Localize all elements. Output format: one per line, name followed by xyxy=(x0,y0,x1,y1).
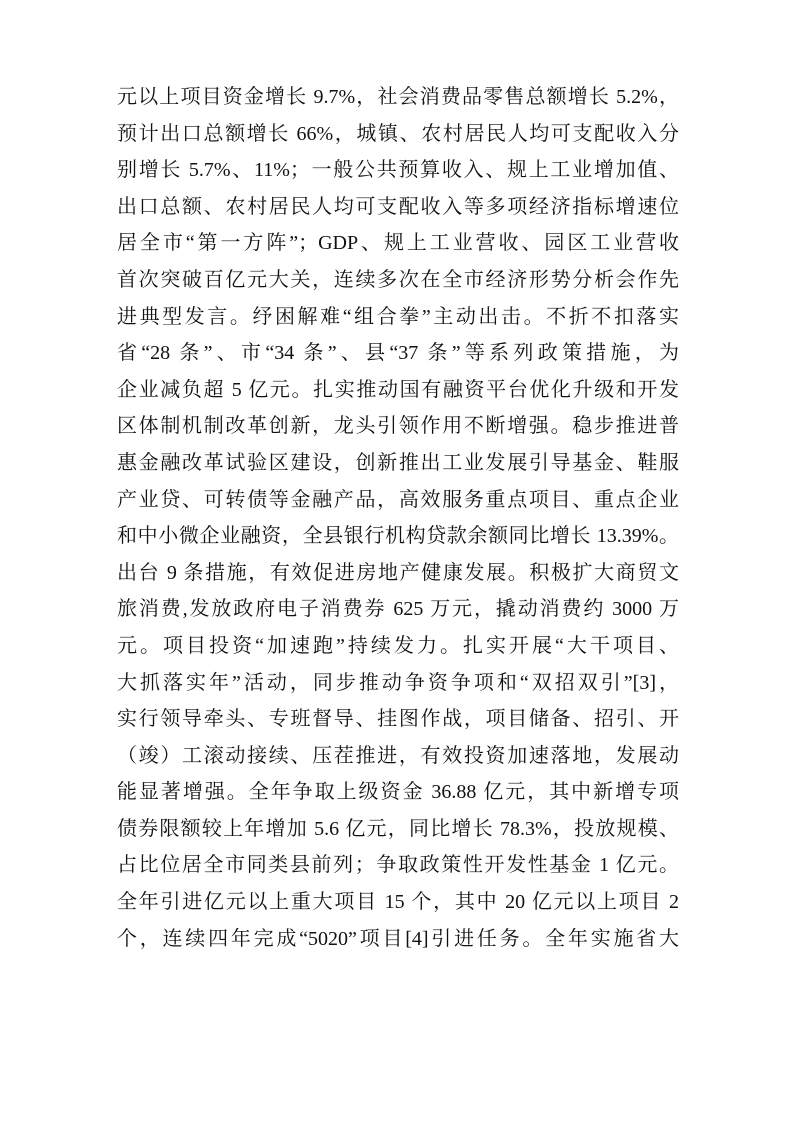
paragraph-line: 全年引进亿元以上重大项目 15 个，其中 20 亿元以上项目 2 xyxy=(117,891,679,914)
paragraph-line: 预计出口总额增长 66%，城镇、农村居民人均可支配收入分 xyxy=(117,122,679,145)
paragraph-line: 区体制机制改革创新，龙头引领作用不断增强。稳步推进普 xyxy=(117,415,679,438)
paragraph-line: 产业贷、可转债等金融产品，高效服务重点项目、重点企业 xyxy=(117,488,679,511)
paragraph-line: 省“28 条”、市“34 条”、县“37 条”等系列政策措施，为 xyxy=(117,342,679,365)
paragraph-line: 居全市“第一方阵”；GDP、规上工业营收、园区工业营收 xyxy=(117,232,679,255)
paragraph-line: 实行领导牵头、专班督导、挂图作战，项目储备、招引、开 xyxy=(117,708,679,731)
paragraph-line: 出口总额、农村居民人均可支配收入等多项经济指标增速位 xyxy=(117,195,679,218)
paragraph-line: 企业减负超 5 亿元。扎实推动国有融资平台优化升级和开发 xyxy=(117,378,679,401)
paragraph-line: 别增长 5.7%、11%；一般公共预算收入、规上工业增加值、 xyxy=(117,159,679,182)
paragraph-line: 债券限额较上年增加 5.6 亿元，同比增长 78.3%，投放规模、 xyxy=(117,817,679,840)
paragraph-line: 能显著增强。全年争取上级资金 36.88 亿元，其中新增专项 xyxy=(117,781,679,804)
paragraph-line: 和中小微企业融资，全县银行机构贷款余额同比增长 13.39%。 xyxy=(117,525,679,548)
paragraph-line: （竣）工滚动接续、压茬推进，有效投资加速落地，发展动 xyxy=(117,744,679,767)
paragraph-line: 首次突破百亿元大关，连续多次在全市经济形势分析会作先 xyxy=(117,268,679,291)
paragraph-line: 元。项目投资“加速跑”持续发力。扎实开展“大干项目、 xyxy=(117,634,679,657)
paragraph-line: 占比位居全市同类县前列；争取政策性开发性基金 1 亿元。 xyxy=(117,854,679,877)
document-page xyxy=(117,79,679,957)
paragraph-line: 元以上项目资金增长 9.7%，社会消费品零售总额增长 5.2%， xyxy=(117,86,679,108)
paragraph-line: 大抓落实年”活动，同步推动争资争项和“双招双引”[3]， xyxy=(117,671,679,694)
paragraph-line: 个，连续四年完成“5020”项目[4]引进任务。全年实施省大 xyxy=(117,927,679,950)
paragraph-line: 出台 9 条措施，有效促进房地产健康发展。积极扩大商贸文 xyxy=(117,561,679,584)
paragraph-line: 惠金融改革试验区建设，创新推出工业发展引导基金、鞋服 xyxy=(117,451,679,474)
paragraph-line: 进典型发言。纾困解难“组合拳”主动出击。不折不扣落实 xyxy=(117,305,679,328)
paragraph-line: 旅消费,发放政府电子消费券 625 万元，撬动消费约 3000 万 xyxy=(117,598,679,621)
